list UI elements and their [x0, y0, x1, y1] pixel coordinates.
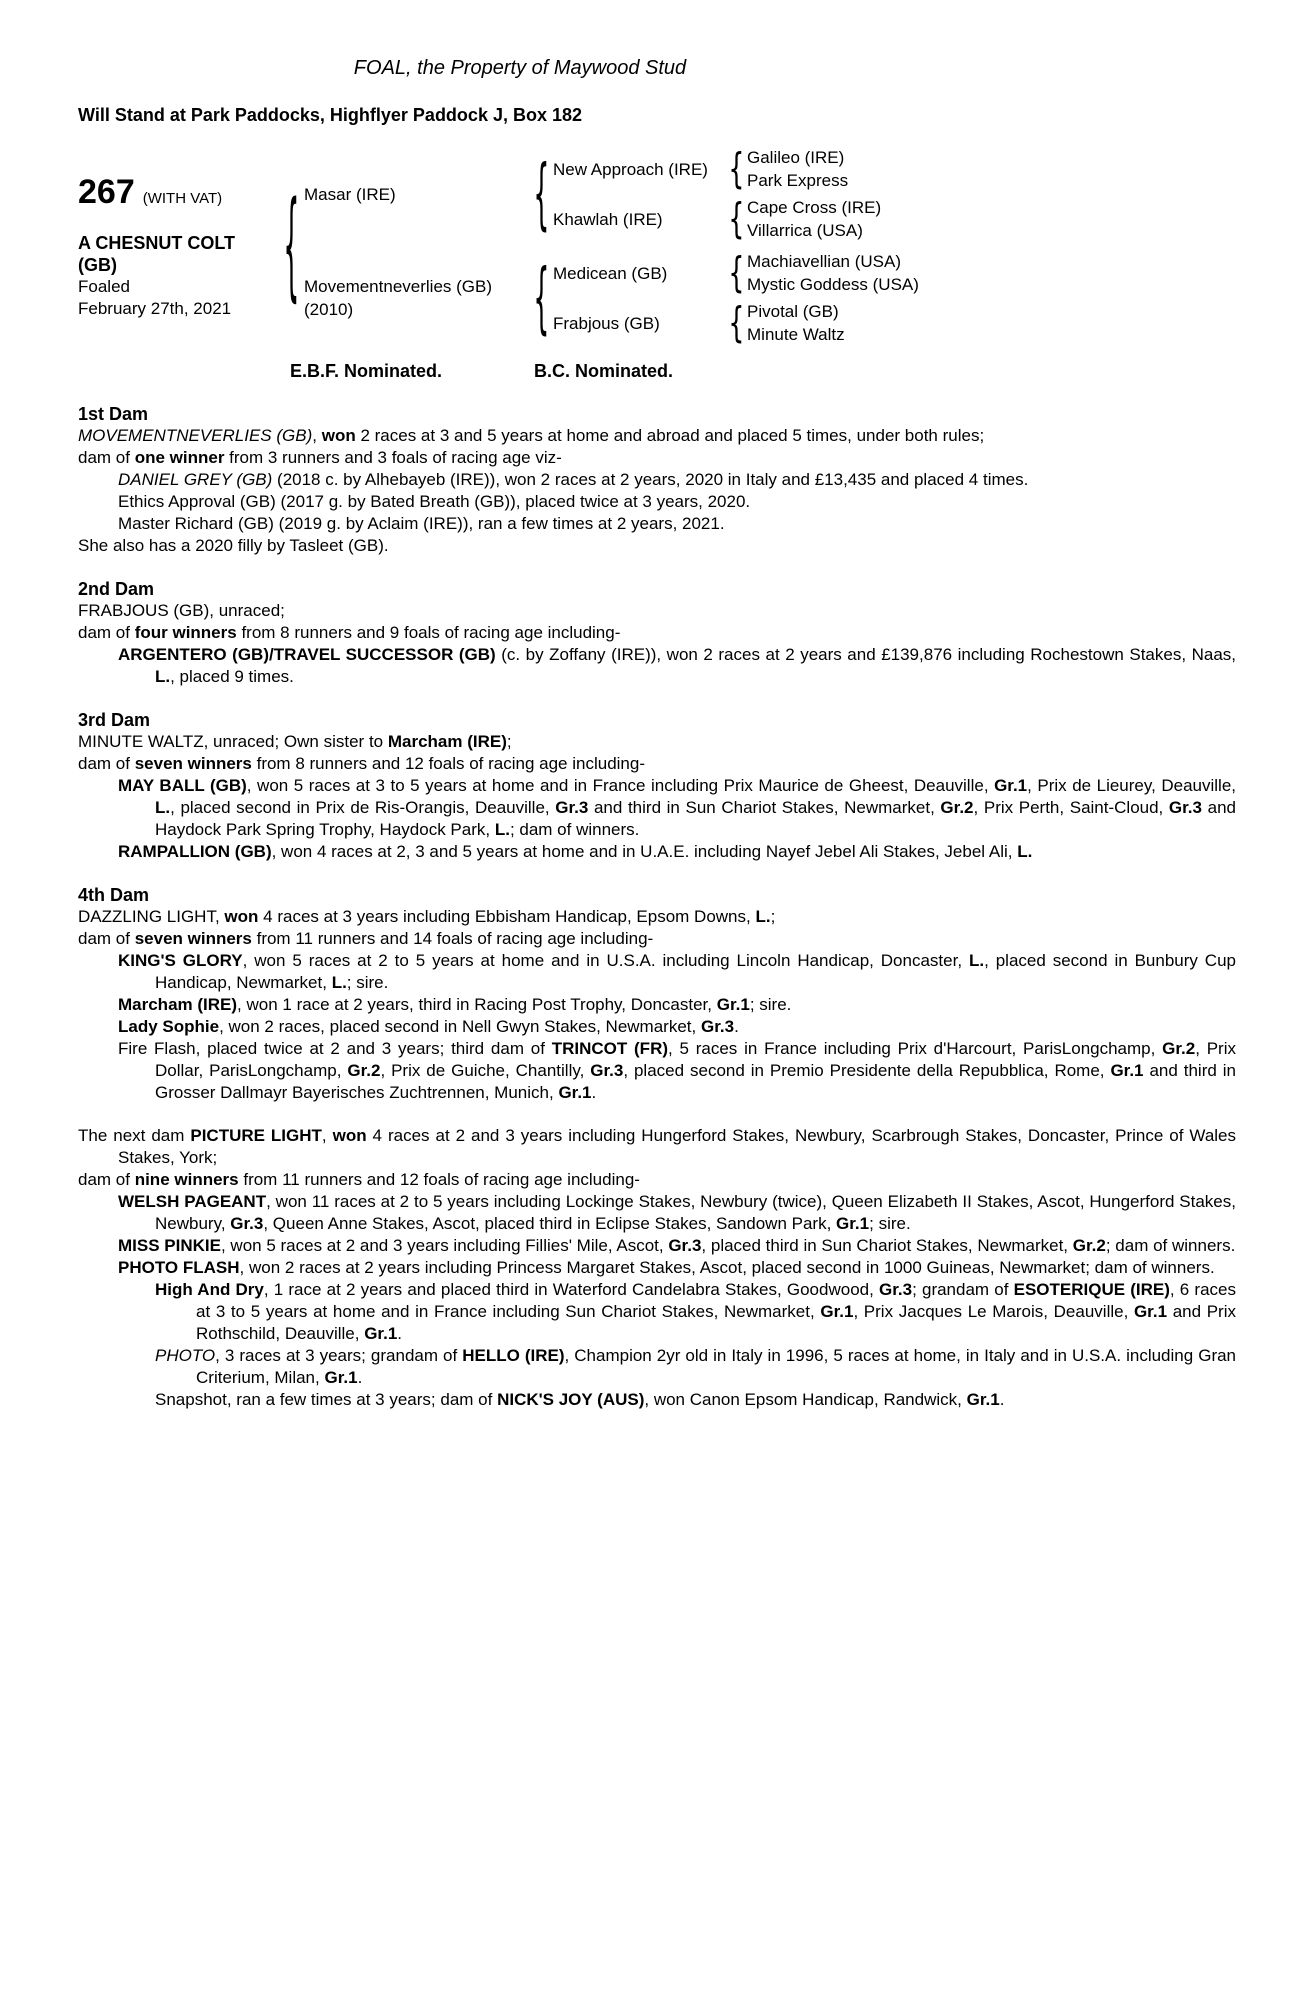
text-run: Gr.1: [324, 1368, 358, 1387]
text-run: ; sire.: [869, 1214, 911, 1233]
pedigree-brace-root: [278, 176, 304, 314]
pedigree-paragraph: [78, 469, 1236, 491]
pedigree-paragraph: [78, 1257, 1236, 1279]
text-run: .: [591, 1083, 597, 1102]
text-run: MOVEMENTNEVERLIES (GB): [78, 426, 313, 445]
brace-glyph: {: [532, 147, 550, 239]
text-run: Gr.3: [879, 1280, 913, 1299]
dam-sire-branch: [553, 250, 919, 296]
text-run: KING'S GLORY: [118, 951, 243, 970]
text-run: , Prix de Lieurey, Deauville,: [1027, 776, 1237, 795]
text-run: L.: [755, 907, 771, 926]
text-run: Gr.3: [668, 1236, 702, 1255]
text-run: Marcham (IRE): [387, 732, 507, 751]
brace-glyph: {: [282, 176, 300, 314]
text-run: , won 11 races at 2 to 5 years including Lockinge Stakes, Newbury (twice), Queen Elizabeth II Stakes, Ascot, Hungerford Stakes, Newbury,: [155, 1192, 1236, 1233]
page-title: FOAL, the Property of Maywood Stud: [353, 57, 687, 79]
text-run: HELLO (IRE): [462, 1346, 565, 1365]
sire-sire-dam-name: Park Express: [747, 171, 849, 190]
sire-branch: [304, 146, 919, 242]
text-run: , placed second in Premio Presidente della Repubblica, Rome,: [623, 1061, 1111, 1080]
text-run: TRINCOT (FR): [551, 1039, 669, 1058]
text-run: from 8 runners and 9 foals of racing age including-: [236, 623, 621, 642]
pedigree-table: [78, 146, 1236, 346]
text-run: and Prix Rothschild, Deauville,: [196, 1302, 1236, 1343]
brace-glyph: {: [727, 194, 745, 243]
text-run: Gr.3: [700, 1017, 735, 1036]
text-run: L.: [331, 973, 347, 992]
pedigree-brace-sire-sire: [725, 144, 747, 193]
pedigree-paragraph: [78, 775, 1236, 841]
text-run: .: [734, 1017, 739, 1036]
pedigree-paragraph: [78, 928, 1236, 950]
text-run: Snapshot, ran a few times at 3 years; dam of: [155, 1390, 498, 1409]
pedigree-paragraph: [78, 447, 1236, 469]
sire-sire-branch: [553, 146, 881, 192]
dam-sire-sire-name: Machiavellian (USA): [747, 252, 901, 271]
text-run: Gr.1: [716, 995, 750, 1014]
text-run: , Prix Dollar, ParisLongchamp,: [155, 1039, 1236, 1080]
text-run: Gr.1: [836, 1214, 870, 1233]
dam-section: [78, 709, 1236, 863]
text-run: The next dam: [78, 1126, 191, 1145]
text-run: Gr.2: [1072, 1236, 1106, 1255]
pedigree-paragraph: [78, 731, 1236, 753]
stand-location: Will Stand at Park Paddocks, Highflyer Paddock J, Box 182: [78, 105, 582, 125]
dam-sire-dam-name: Mystic Goddess (USA): [747, 275, 919, 294]
text-run: , won 2 races, placed second in Nell Gwyn Stakes, Newmarket,: [219, 1017, 701, 1036]
text-run: Fire Flash, placed twice at 2 and 3 years; third dam of: [118, 1039, 552, 1058]
text-run: and Haydock Park Spring Trophy, Haydock Park,: [155, 798, 1236, 839]
text-run: won: [224, 907, 259, 926]
text-run: ,: [321, 1126, 333, 1145]
pedigree-paragraph: [78, 491, 1236, 513]
pedigree-paragraph: [78, 644, 1236, 688]
text-run: PHOTO: [155, 1346, 216, 1365]
text-run: (2018 c. by Alhebayeb (IRE)), won 2 races at 2 years, 2020 in Italy and £13,435 and placed 4 times.: [272, 470, 1029, 489]
dam-sections: [78, 403, 1236, 1411]
text-run: DAZZLING LIGHT,: [78, 907, 225, 926]
text-run: from 3 runners and 3 foals of racing age viz-: [224, 448, 562, 467]
text-run: ; dam of winners.: [1105, 1236, 1236, 1255]
text-run: DANIEL GREY (GB): [118, 470, 273, 489]
text-run: from 11 runners and 12 foals of racing age including-: [238, 1170, 640, 1189]
ebf-nominated: E.B.F. Nominated.: [290, 361, 443, 381]
text-run: Gr.2: [1162, 1039, 1196, 1058]
text-run: NICK'S JOY (AUS): [497, 1390, 645, 1409]
sire-dam-sire-name: Cape Cross (IRE): [747, 198, 882, 217]
pedigree-root-row: [78, 146, 1236, 346]
text-run: RAMPALLION (GB): [118, 842, 272, 861]
brace-glyph: {: [727, 248, 745, 297]
text-run: FRABJOUS (GB), unraced;: [78, 601, 285, 620]
pedigree-brace-sire-dam: [725, 194, 747, 243]
text-run: seven winners: [134, 929, 252, 948]
text-run: PHOTO FLASH: [118, 1258, 240, 1277]
text-run: nine winners: [134, 1170, 239, 1189]
lot-number: 267: [78, 172, 135, 211]
dam-section: [78, 1125, 1236, 1411]
brace-glyph: {: [727, 144, 745, 193]
pedigree-paragraph: [78, 622, 1236, 644]
pedigree-paragraph: [78, 1345, 1236, 1389]
dam-section: [78, 884, 1236, 1104]
text-run: , 5 races in France including Prix d'Harcourt, ParisLongchamp,: [668, 1039, 1163, 1058]
text-run: Gr.1: [558, 1083, 592, 1102]
text-run: 4 races at 2 and 3 years including Hungerford Stakes, Newbury, Scarbrough Stakes, Doncaster, Prince of Wales Stakes, York;: [118, 1126, 1236, 1167]
pedigree-paragraph: [78, 513, 1236, 535]
text-run: L.: [155, 667, 171, 686]
text-run: MAY BALL (GB): [118, 776, 247, 795]
pedigree-brace-dam: [529, 251, 553, 343]
text-run: dam of: [78, 448, 135, 467]
text-run: Gr.1: [994, 776, 1028, 795]
text-run: ; grandam of: [912, 1280, 1014, 1299]
text-run: , Queen Anne Stakes, Ascot, placed third in Eclipse Stakes, Sandown Park,: [263, 1214, 837, 1233]
text-run: from 8 runners and 12 foals of racing age including-: [251, 754, 645, 773]
text-run: , Prix de Guiche, Chantilly,: [380, 1061, 591, 1080]
brace-glyph: {: [727, 298, 745, 347]
text-run: MINUTE WALTZ, unraced; Own sister to: [78, 732, 388, 751]
text-run: and third in Sun Chariot Stakes, Newmarket,: [588, 798, 941, 817]
lot-line: [78, 173, 278, 212]
text-run: Gr.3: [230, 1214, 264, 1233]
pedigree-paragraph: [78, 1279, 1236, 1345]
dam-heading: 3rd Dam: [78, 710, 151, 730]
dam-sire-name: Medicean (GB): [553, 263, 668, 283]
text-run: (c. by Zoffany (IRE)), won 2 races at 2 years and £139,876 including Rochestown Stakes, Naas,: [495, 645, 1236, 664]
pedigree-paragraph: [78, 753, 1236, 775]
text-run: Lady Sophie: [118, 1017, 220, 1036]
sire-sire-sire-name: Galileo (IRE): [747, 148, 845, 167]
dam-branch: [304, 250, 919, 346]
text-run: ; dam of winners.: [509, 820, 640, 839]
text-run: Gr.1: [1110, 1061, 1144, 1080]
horse-country: (GB): [78, 254, 117, 275]
text-run: Gr.1: [966, 1390, 1000, 1409]
dam-heading: 1st Dam: [78, 404, 149, 424]
text-run: seven winners: [134, 754, 252, 773]
pedigree-paragraph: [78, 1169, 1236, 1191]
lot-block: [78, 173, 278, 320]
text-run: , won 5 races at 2 and 3 years including Fillies' Mile, Ascot,: [220, 1236, 669, 1255]
brace-glyph: {: [532, 251, 550, 343]
text-run: ; sire.: [749, 995, 792, 1014]
dam-name-line2: (2010): [304, 300, 354, 319]
text-run: , placed second in Prix de Ris-Orangis, Deauville,: [170, 798, 556, 817]
text-run: L.: [1017, 842, 1033, 861]
pedigree-brace-dam-dam: [725, 298, 747, 347]
text-run: Gr.1: [820, 1302, 854, 1321]
pedigree-brace-sire: [529, 147, 553, 239]
pedigree-paragraph: [78, 535, 1236, 557]
text-run: ARGENTERO (GB)/TRAVEL SUCCESSOR (GB): [118, 645, 496, 664]
sire-dam-dam-name: Villarrica (USA): [747, 221, 863, 240]
text-run: dam of: [78, 623, 135, 642]
text-run: , Champion 2yr old in Italy in 1996, 5 races at home, in Italy and in U.S.A. including Gran Criterium, Milan,: [196, 1346, 1237, 1387]
text-run: and third in Grosser Dallmayr Bayerisches Zuchtrennen, Munich,: [155, 1061, 1236, 1102]
dam-dam-dam-name: Minute Waltz: [747, 325, 845, 344]
pedigree-paragraph: [78, 1389, 1236, 1411]
dam-heading: 4th Dam: [78, 885, 150, 905]
text-run: Gr.1: [1133, 1302, 1168, 1321]
pedigree-paragraph: [78, 906, 1236, 928]
pedigree-paragraph: [78, 425, 1236, 447]
text-run: , won 4 races at 2, 3 and 5 years at home and in U.A.E. including Nayef Jebel Ali Stakes, Jebel Ali,: [271, 842, 1018, 861]
text-run: dam of: [78, 1170, 135, 1189]
text-run: ;: [770, 907, 776, 926]
text-run: .: [397, 1324, 403, 1343]
text-run: ESOTERIQUE (IRE): [1013, 1280, 1170, 1299]
sire-sire-name: New Approach (IRE): [553, 159, 708, 179]
pedigree-paragraph: [78, 841, 1236, 863]
text-run: MISS PINKIE: [118, 1236, 221, 1255]
text-run: 2 races at 3 and 5 years at home and abroad and placed 5 times, under both rules;: [355, 426, 985, 445]
text-run: won: [332, 1126, 367, 1145]
text-run: one winner: [134, 448, 225, 467]
text-run: , 1 race at 2 years and placed third in Waterford Candelabra Stakes, Goodwood,: [263, 1280, 879, 1299]
text-run: .: [357, 1368, 363, 1387]
text-run: , Prix Jacques Le Marois, Deauville,: [853, 1302, 1134, 1321]
text-run: L.: [155, 798, 171, 817]
text-run: Gr.2: [940, 798, 974, 817]
sire-dam-name: Khawlah (IRE): [553, 209, 663, 229]
text-run: ,: [312, 426, 322, 445]
text-run: ; sire.: [346, 973, 389, 992]
dam-name: [304, 275, 529, 321]
text-run: L.: [494, 820, 510, 839]
text-run: dam of: [78, 929, 135, 948]
text-run: Gr.3: [590, 1061, 624, 1080]
text-run: , 6 races at 3 to 5 years at home and in France including Sun Chariot Stakes, Newmarket,: [196, 1280, 1236, 1321]
dam-heading: 2nd Dam: [78, 579, 155, 599]
dam-section: [78, 578, 1236, 688]
text-run: Gr.3: [555, 798, 589, 817]
text-run: PICTURE LIGHT: [190, 1126, 322, 1145]
pedigree-paragraph: [78, 600, 1236, 622]
dam-name-line1: Movementneverlies (GB): [304, 277, 493, 296]
pedigree-paragraph: [78, 950, 1236, 994]
text-run: 4 races at 3 years including Ebbisham Handicap, Epsom Downs,: [258, 907, 756, 926]
text-run: Marcham (IRE): [118, 995, 238, 1014]
text-run: Ethics Approval (GB) (2017 g. by Bated Breath (GB)), placed twice at 3 years, 2020.: [118, 492, 751, 511]
dam-dam-name: Frabjous (GB): [553, 313, 660, 333]
sire-name: Masar (IRE): [304, 184, 396, 204]
pedigree-brace-dam-sire: [725, 248, 747, 297]
text-run: Gr.1: [364, 1324, 398, 1343]
text-run: four winners: [134, 623, 237, 642]
text-run: WELSH PAGEANT: [118, 1192, 267, 1211]
foaled-date: February 27th, 2021: [78, 298, 232, 318]
text-run: , placed 9 times.: [170, 667, 294, 686]
foaled-label: Foaled: [78, 276, 130, 296]
text-run: , won Canon Epsom Handicap, Randwick,: [644, 1390, 967, 1409]
text-run: She also has a 2020 filly by Tasleet (GB).: [78, 536, 389, 555]
pedigree-paragraph: [78, 994, 1236, 1016]
text-run: won: [321, 426, 356, 445]
bc-nominated: B.C. Nominated.: [534, 361, 674, 381]
text-run: dam of: [78, 754, 135, 773]
text-run: from 11 runners and 14 foals of racing age including-: [251, 929, 654, 948]
text-run: Master Richard (GB) (2019 g. by Aclaim (IRE)), ran a few times at 2 years, 2021.: [118, 514, 725, 533]
text-run: L.: [968, 951, 985, 970]
dam-section: [78, 403, 1236, 557]
text-run: , won 1 race at 2 years, third in Racing Post Trophy, Doncaster,: [237, 995, 717, 1014]
text-run: , 3 races at 3 years; grandam of: [215, 1346, 463, 1365]
pedigree-paragraph: [78, 1016, 1236, 1038]
dam-dam-branch: [553, 300, 919, 346]
text-run: Gr.2: [347, 1061, 381, 1080]
text-run: Gr.3: [1168, 798, 1202, 817]
dam-dam-sire-name: Pivotal (GB): [747, 302, 839, 321]
text-run: .: [999, 1390, 1005, 1409]
text-run: , won 5 races at 3 to 5 years at home and in France including Prix Maurice de Gheest, Deauville,: [246, 776, 995, 795]
pedigree-paragraph: [78, 1125, 1236, 1169]
text-run: , won 5 races at 2 to 5 years at home and in U.S.A. including Lincoln Handicap, Doncaster,: [242, 951, 969, 970]
text-run: High And Dry: [155, 1280, 264, 1299]
text-run: , placed second in Bunbury Cup Handicap, Newmarket,: [155, 951, 1236, 992]
pedigree-paragraph: [78, 1038, 1236, 1104]
vat-note: (WITH VAT): [142, 189, 223, 207]
horse-description: A CHESNUT COLT: [78, 232, 235, 253]
text-run: , won 2 races at 2 years including Princess Margaret Stakes, Ascot, placed second in 1000 Guineas, Newmarket; dam of winners.: [239, 1258, 1215, 1277]
text-run: , Prix Perth, Saint-Cloud,: [973, 798, 1169, 817]
pedigree-paragraph: [78, 1191, 1236, 1235]
text-run: ;: [506, 732, 512, 751]
pedigree-paragraph: [78, 1235, 1236, 1257]
nominations: [78, 360, 1236, 382]
text-run: , placed third in Sun Chariot Stakes, Newmarket,: [701, 1236, 1073, 1255]
sire-dam-branch: [553, 196, 881, 242]
